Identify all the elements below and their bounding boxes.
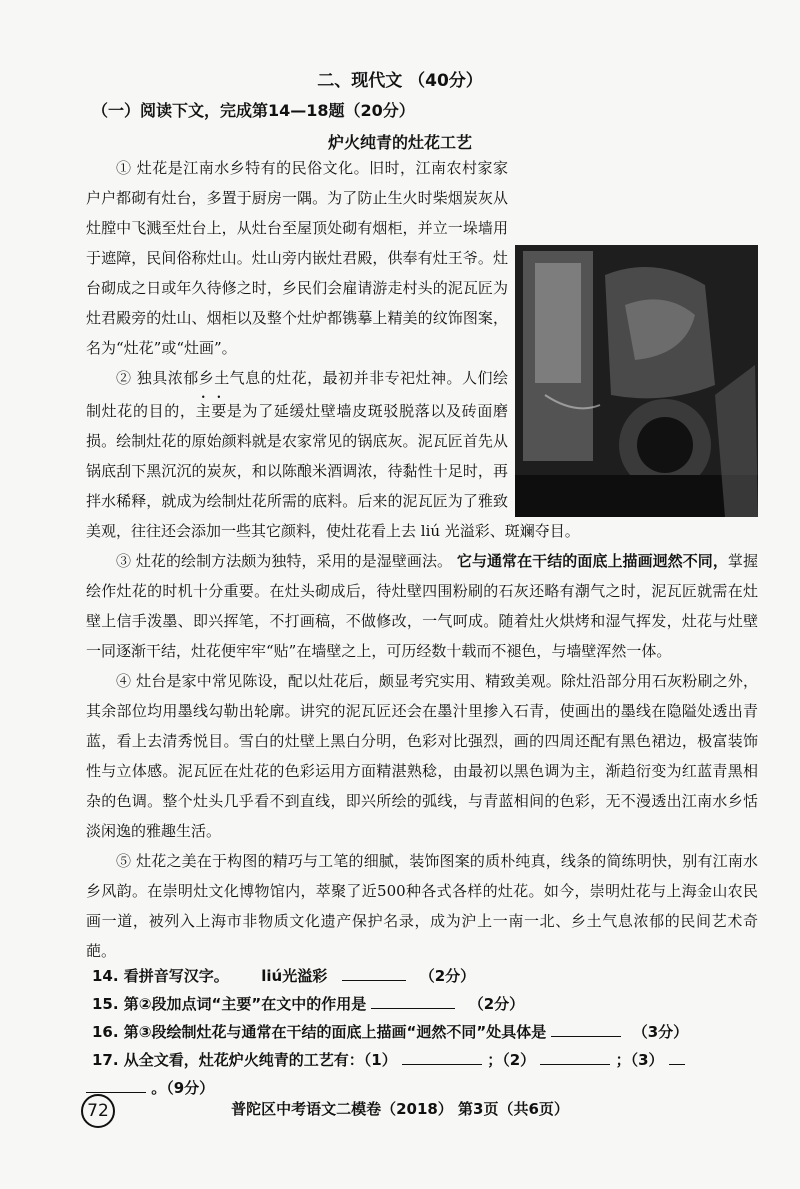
question-15-text: 15. 第②段加点词“主要”在文中的作用是 — [92, 995, 367, 1013]
paragraph-3-bold-sentence: 它与通常在干结的面底上描画迥然不同， — [456, 552, 728, 570]
question-16-score: （3分） — [632, 1023, 689, 1041]
question-14-pinyin: liú光溢彩 — [261, 967, 328, 985]
part-header: （一）阅读下文，完成第14—18题（20分） — [92, 101, 415, 120]
question-16-blank[interactable] — [551, 1020, 621, 1037]
section-title: 二、现代文 （40分） — [317, 71, 483, 91]
question-17-blank-3b[interactable] — [86, 1076, 146, 1093]
paragraph-5-text: ⑤ 灶花之美在于构图的精巧与工笔的细腻，装饰图案的质朴纯真，线条的简练明快，别有江南水乡风韵。在崇明灶文化博物馆内，萃聚了近500种各式各样的灶花。如今，崇明灶花与上海金山农民画一道，被列入上海市非物质文化遗产保护名录，成为沪上一南一北、乡土气息浓郁的民间艺术奇葩。 — [86, 852, 758, 960]
question-17-score: 。（9分） — [151, 1079, 215, 1097]
paragraph-3-text-start: ③ 灶花的绘制方法颇为独特，采用的是湿壁画法。 — [116, 552, 457, 570]
paragraph-3-text-end: 掌握绘作灶花的时机十分重要。在灶头砌成后，待灶壁四围粉刷的石灰还略有潮气之时，泥瓦匠就需在灶壁上信手泼墨、即兴挥笔，不打画稿，不做修改，一气呵成。随着灶火烘烤和湿气挥发，灶花与灶壁一同逐渐干结，灶花便牢牢“贴”在墙壁之上，可历经数十载而不褪色，与墙壁浑然一体。 — [86, 552, 758, 660]
paragraph-2-text-start: ② 独具浓郁乡土气息的灶花，最初并非专祀灶神。人们绘制灶花的目的， — [86, 369, 508, 420]
question-17-blank-1[interactable] — [402, 1048, 482, 1065]
question-15-blank[interactable] — [371, 992, 455, 1009]
dotted-word-zhuyao: 主要 — [195, 402, 227, 420]
question-17-blank-2[interactable] — [540, 1048, 610, 1065]
article-body — [86, 153, 758, 966]
paragraph-4 — [86, 666, 758, 846]
question-16-text: 16. 第③段绘制灶花与通常在干结的面底上描画“迥然不同”处具体是 — [92, 1023, 547, 1041]
paragraph-3 — [86, 546, 758, 666]
paragraph-5 — [86, 846, 758, 966]
paragraph-2-text-end: 是为了延缓灶壁墙皮斑驳脱落以及砖面磨损。绘制灶花的原始颜料就是农家常见的锅底灰。泥瓦匠首先从锅底刮下黑沉沉的炭灰，和以陈酿米酒调浓，待黏性十足时，再拌水稀释，就成为绘制灶花所需的底料。后来的泥瓦匠为了雅致美观，往往还会添加一些其它颜料，使灶花看上去 liú 光溢彩、斑斓夺目。 — [86, 402, 580, 540]
question-17 — [92, 1046, 752, 1074]
question-15-score: （2分） — [468, 995, 525, 1013]
question-17-sep-2: ；（3） — [615, 1051, 664, 1069]
photo-float-spacer — [508, 243, 758, 515]
paragraph-1-text: ① 灶花是江南水乡特有的民俗文化。旧时，江南农村家家户户都砌有灶台，多置于厨房一隅。为了防止生火时柴烟炭灰从灶膛中飞溅至灶台上，从灶台至屋顶处砌有烟柜，并立一垛墙用于遮障，民间俗称灶山。灶山旁内嵌灶君殿，供奉有灶王爷。灶台砌成之日或年久待修之时，乡民们会雇请游走村头的泥瓦匠为灶君殿旁的灶山、烟柜以及整个灶炉都镌摹上精美的纹饰图案，名为“灶花”或“灶画”。 — [86, 159, 508, 357]
question-16 — [92, 1018, 752, 1046]
page-number-badge: 72 — [81, 1094, 115, 1128]
question-17-text: 17. 从全文看，灶花炉火纯青的工艺有：（1） — [92, 1051, 397, 1069]
questions-block — [92, 962, 752, 1102]
question-15 — [92, 990, 752, 1018]
question-14-score: （2分） — [419, 967, 476, 985]
question-17-blank-3a[interactable] — [669, 1048, 685, 1065]
question-14 — [92, 962, 752, 990]
paragraph-4-text: ④ 灶台是家中常见陈设，配以灶花后，颇显考究实用、精致美观。除灶沿部分用石灰粉刷之外，其余部位均用墨线勾勒出轮廓。讲究的泥瓦匠还会在墨汁里掺入石青，使画出的墨线在隐隘处透出青蓝，看上去清秀悦目。雪白的灶壁上黑白分明，色彩对比强烈，画的四周还配有黑色裙边，极富装饰性与立体感。泥瓦匠在灶花的色彩运用方面精湛熟稔，由最初以黑色调为主，渐趋衍变为红蓝青黑相杂的色调。整个灶头几乎看不到直线，即兴所绘的弧线，与青蓝相间的色彩，无不漫透出江南水乡恬淡闲逸的雅趣生活。 — [86, 672, 758, 840]
article-title: 炉火纯青的灶花工艺 — [327, 133, 472, 152]
question-14-blank[interactable] — [342, 964, 406, 981]
page-footer: 普陀区中考语文二模卷（2018） 第3页（共6页） — [231, 1100, 569, 1118]
question-14-text: 14. 看拼音写汉字。 — [92, 967, 229, 985]
question-17-sep-1: ；（2） — [487, 1051, 536, 1069]
